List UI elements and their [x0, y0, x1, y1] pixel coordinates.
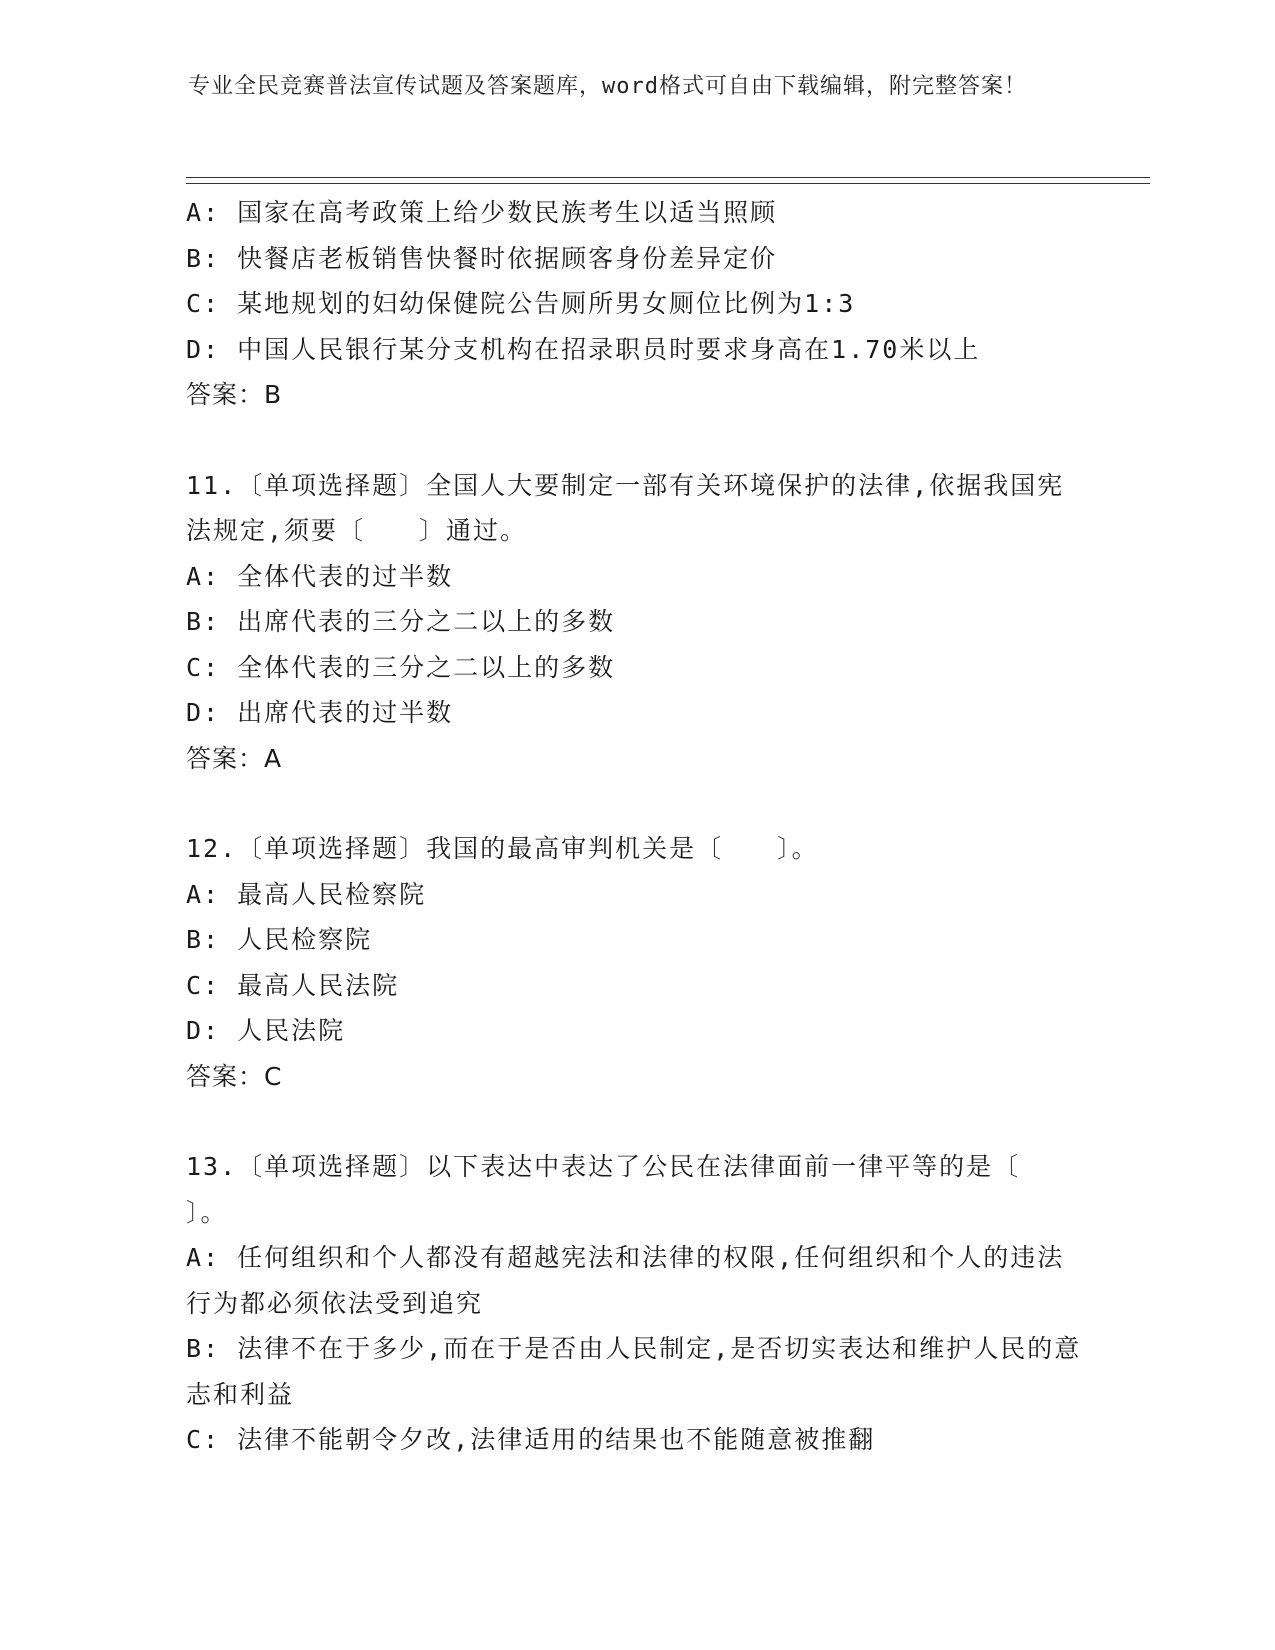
question-10-remainder: [186, 190, 1086, 418]
option-b: B: 出席代表的三分之二以上的多数: [186, 607, 616, 636]
option-d: D: 中国人民银行某分支机构在招录职员时要求身高在1.70米以上: [186, 334, 981, 364]
option-b: B: 人民检察院: [186, 925, 373, 954]
option-b: B: 法律不在于多少,而在于是否由人民制定,是否切实表达和维护人民的意志和利益: [186, 1334, 1082, 1409]
question-list: [186, 190, 1086, 1463]
option-a: A: 全体代表的过半数: [186, 561, 454, 591]
answer: 答案：A: [186, 743, 283, 773]
option-c: C: 法律不能朝令夕改,法律适用的结果也不能随意被推翻: [186, 1425, 876, 1454]
option-a: A: 任何组织和个人都没有超越宪法和法律的权限,任何组织和个人的违法行为都必须依法受到追究: [186, 1243, 1065, 1318]
question-stem: 11.〔单项选择题〕全国人大要制定一部有关环境保护的法律,依据我国宪法规定,须要〔 〕通过。: [186, 470, 1065, 545]
option-d: D: 出席代表的过半数: [186, 698, 454, 727]
option-c: C: 最高人民法院: [186, 970, 400, 1000]
question-stem: 12.〔单项选择题〕我国的最高审判机关是〔 〕。: [186, 834, 819, 863]
question-stem: 13.〔单项选择题〕以下表达中表达了公民在法律面前一律平等的是〔 〕。: [186, 1152, 1075, 1227]
answer: 答案：B: [186, 380, 283, 409]
question-12: [186, 826, 1086, 1099]
option-c: C: 全体代表的三分之二以上的多数: [186, 652, 616, 682]
option-b: B: 快餐店老板销售快餐时依据顾客身份差异定价: [186, 243, 778, 273]
document-header: 专业全民竞赛普法宣传试题及答案题库，word格式可自由下载编辑，附完整答案！: [188, 74, 1027, 99]
answer: 答案：C: [186, 1061, 283, 1091]
question-13: [186, 1144, 1086, 1463]
question-11: [186, 463, 1086, 782]
option-c: C: 某地规划的妇幼保健院公告厕所男女厕位比例为1:3: [186, 289, 856, 318]
option-a: A: 国家在高考政策上给少数民族考生以适当照顾: [186, 198, 778, 227]
header-divider: [186, 177, 1150, 184]
option-a: A: 最高人民检察院: [186, 879, 427, 909]
option-d: D: 人民法院: [186, 1016, 346, 1045]
